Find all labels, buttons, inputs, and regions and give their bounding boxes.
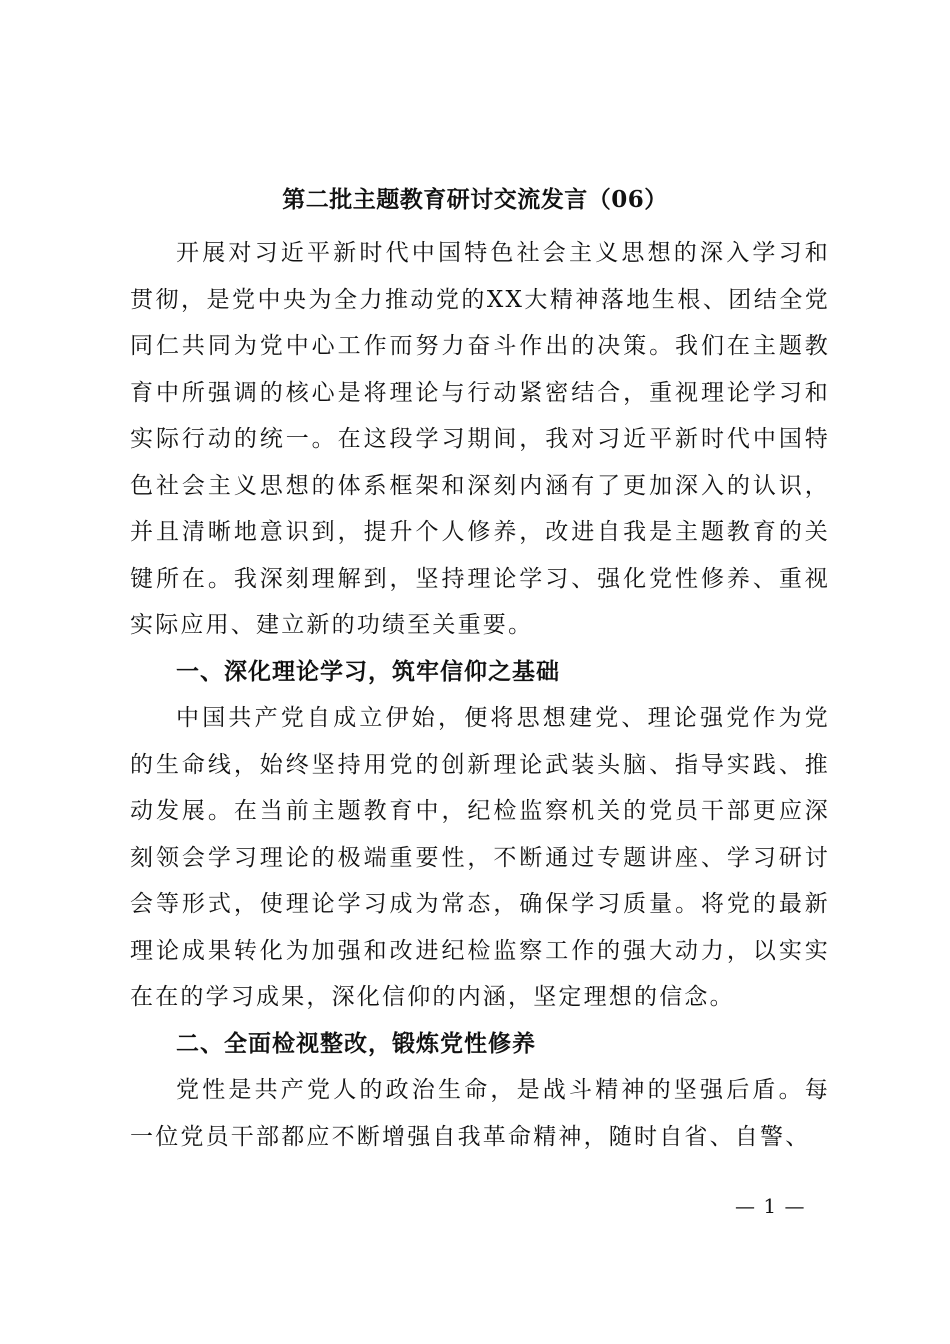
document-body — [130, 230, 830, 1160]
section-1-heading: 一、深化理论学习，筑牢信仰之基础 — [176, 658, 560, 685]
section-1-paragraph: 中国共产党自成立伊始，便将思想建党、理论强党作为党的生命线，始终坚持用党的创新理论武装头脑、指导实践、推动发展。在当前主题教育中，纪检监察机关的党员干部更应深刻领会学习理论的极端重要性，不断通过专题讲座、学习研讨会等形式，使理论学习成为常态，确保学习质量。将党的最新理论成果转化为加强和改进纪检监察工作的强大动力，以实实在在的学习成果，深化信仰的内涵，坚定理想的信念。 — [130, 705, 830, 1010]
intro-paragraph: 开展对习近平新时代中国特色社会主义思想的深入学习和贯彻，是党中央为全力推动党的XX大精神落地生根、团结全党同仁共同为党中心工作而努力奋斗作出的决策。我们在主题教育中所强调的核心是将理论与行动紧密结合，重视理论学习和实际行动的统一。在这段学习期间，我对习近平新时代中国特色社会主义思想的体系框架和深刻内涵有了更加深入的认识，并且清晰地意识到，提升个人修养，改进自我是主题教育的关键所在。我深刻理解到，坚持理论学习、强化党性修养、重视实际应用、建立新的功绩至关重要。 — [130, 240, 830, 638]
page-number: — 1 — — [735, 1194, 806, 1218]
section-2-heading: 二、全面检视整改，锻炼党性修养 — [176, 1030, 536, 1057]
section-2-paragraph: 党性是共产党人的政治生命，是战斗精神的坚强后盾。每一位党员干部都应不断增强自我革命精神，随时自省、自警、 — [130, 1077, 830, 1150]
document-title: 第二批主题教育研讨交流发言（06） — [282, 186, 668, 213]
